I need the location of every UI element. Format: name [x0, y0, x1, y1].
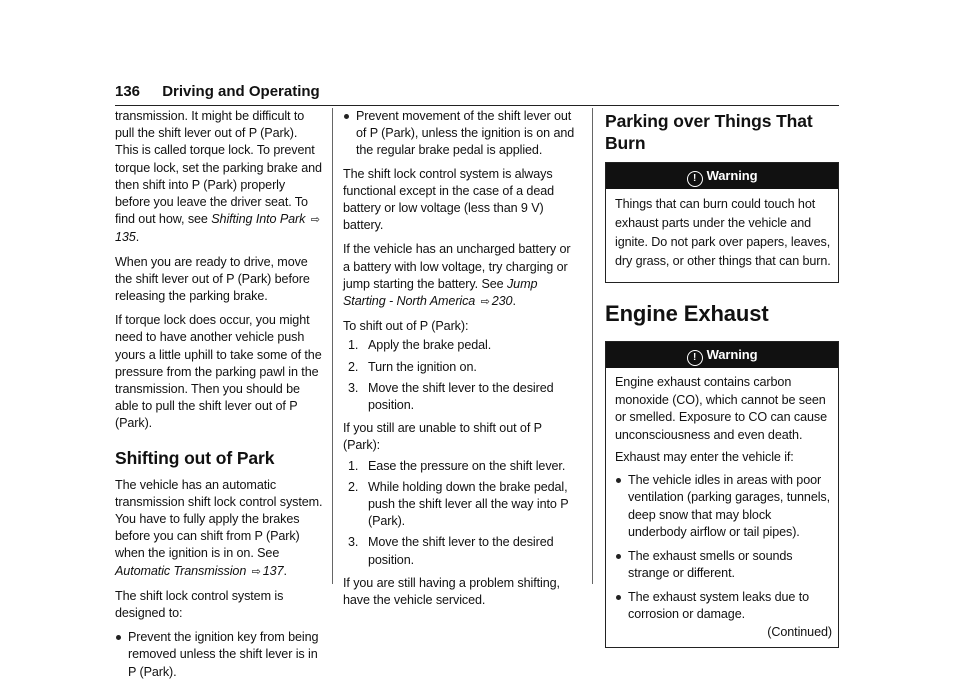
paragraph: If torque lock does occur, you might need to have another vehicle push yours a little uphill to take some of the pressure from the parking pawl in the transmission. Then you should be able to pull the shift lever out of P (Park).	[115, 313, 322, 431]
warning-text: Engine exhaust contains carbon monoxide (CO), which cannot be seen or smelled. Exposure to CO can cause unconsciousness and even death.	[615, 375, 827, 442]
paragraph: If you are still having a problem shifting, have the vehicle serviced.	[343, 575, 560, 608]
paragraph: The vehicle has an automatic transmission shift lock control system. You have to fully apply the brakes before you can shift from P (Park) when the ignition is in on. See Automatic Transmission ⇨ 137.	[115, 477, 323, 581]
step-text: While holding down the brake pedal, push the shift lever all the way into P (Park).	[368, 479, 569, 529]
column-2	[343, 108, 580, 616]
page-reference[interactable]: 137	[262, 563, 284, 578]
paragraph: The shift lock control system is always functional except in the case of a dead battery or low voltage (less than 9 V) battery.	[343, 166, 555, 233]
cross-reference-link[interactable]: Automatic Transmission	[115, 563, 247, 578]
warning-title: Warning	[706, 347, 758, 362]
step-text: Ease the pressure on the shift lever.	[368, 458, 566, 473]
page-reference[interactable]: 230	[491, 294, 513, 309]
step-item	[343, 479, 580, 531]
step-number: 2.	[348, 359, 359, 374]
cross-reference-link[interactable]: Shifting Into Park	[211, 212, 306, 227]
bullet-item: The vehicle idles in areas with poor ventilation (parking garages, tunnels, deep snow that may block underbody airflow or tail pipes).	[615, 472, 832, 542]
steps-list	[343, 458, 580, 569]
warning-header	[606, 163, 838, 189]
bullet-item: The exhaust smells or sounds strange or different.	[615, 548, 832, 583]
step-item	[343, 380, 580, 414]
step-text: Turn the ignition on.	[368, 359, 477, 374]
continued-label: (Continued)	[767, 624, 832, 639]
page-number: 136	[115, 83, 141, 100]
warning-icon: !	[687, 350, 703, 366]
step-item	[343, 458, 580, 475]
warning-body	[606, 189, 838, 282]
cross-reference-link[interactable]: Jump Starting - North America	[343, 276, 538, 309]
step-text: Move the shift lever to the desired position.	[368, 380, 554, 413]
page-ref-icon: ⇨	[251, 565, 261, 578]
page-ref-icon: ⇨	[310, 214, 320, 227]
warning-text: Exhaust may enter the vehicle if:	[615, 450, 794, 464]
step-number: 3.	[348, 535, 359, 550]
step-text: Move the shift lever to the desired position.	[368, 535, 554, 567]
section-heading: Parking over Things That Burn	[605, 111, 813, 153]
warning-box	[605, 341, 839, 648]
step-number: 1.	[348, 458, 359, 473]
paragraph: To shift out of P (Park):	[343, 319, 469, 334]
warning-icon: !	[687, 171, 703, 187]
step-item	[343, 359, 580, 376]
page-header	[115, 83, 839, 106]
warning-box	[605, 162, 839, 283]
paragraph: When you are ready to drive, move the shift lever out of P (Park) before releasing the parking brake.	[115, 254, 310, 304]
page-reference[interactable]: 135	[115, 230, 136, 245]
column-1	[115, 108, 323, 687]
paragraph: The shift lock control system is designed to:	[115, 588, 284, 621]
bullet-item: The exhaust system leaks due to corrosion or damage.	[615, 589, 832, 624]
step-item	[343, 337, 580, 354]
paragraph: transmission. It might be difficult to pull the shift lever out of P (Park). This is called torque lock. To prevent torque lock, set the parking brake and then shift into P (Park) properly before you leave the driver seat. To find out how, see Shifting Into Park ⇨135.	[115, 109, 322, 245]
step-number: 2.	[348, 479, 359, 494]
steps-list	[343, 337, 580, 414]
warning-body	[606, 368, 838, 647]
step-item	[343, 534, 580, 568]
bullet-item: Prevent movement of the shift lever out of P (Park), unless the ignition is on and the regular brake pedal is applied.	[343, 108, 580, 160]
paragraph: If the vehicle has an uncharged battery or a battery with low voltage, try charging or jump starting the battery. See Jump Starting - North America ⇨ 230.	[343, 241, 580, 311]
step-number: 3.	[348, 380, 359, 395]
step-text: Apply the brake pedal.	[368, 338, 492, 353]
step-number: 1.	[348, 338, 359, 353]
section-title: Driving and Operating	[162, 83, 320, 100]
warning-text: Things that can burn could touch hot exhaust parts under the vehicle and ignite. Do not park over papers, leaves, dry grass, or other things that can burn.	[615, 197, 831, 268]
section-heading: Engine Exhaust	[605, 301, 769, 326]
paragraph-text: transmission. It might be difficult to pull the shift lever out of P (Park). This is called torque lock. To prevent torque lock, set the parking brake and then shift into P (Park) properly before you leave the driver seat. To find out how, see	[115, 109, 322, 227]
page-ref-icon: ⇨	[480, 296, 490, 309]
column-divider	[592, 108, 593, 584]
paragraph-text: The vehicle has an automatic transmission shift lock control system. You have to fully apply the brakes before you can shift from P (Park) when the ignition is in on. See	[115, 477, 323, 561]
bullet-item: Prevent the ignition key from being removed unless the shift lever is in P (Park).	[115, 629, 323, 681]
paragraph-text: If the vehicle has an uncharged battery or a battery with low voltage, try charging or jump starting the battery. See	[343, 242, 571, 291]
column-divider	[332, 108, 333, 584]
column-3	[605, 108, 839, 648]
warning-header	[606, 342, 838, 368]
warning-title: Warning	[706, 168, 758, 183]
paragraph: If you still are unable to shift out of P (Park):	[343, 421, 542, 453]
section-heading: Shifting out of Park	[115, 447, 275, 468]
